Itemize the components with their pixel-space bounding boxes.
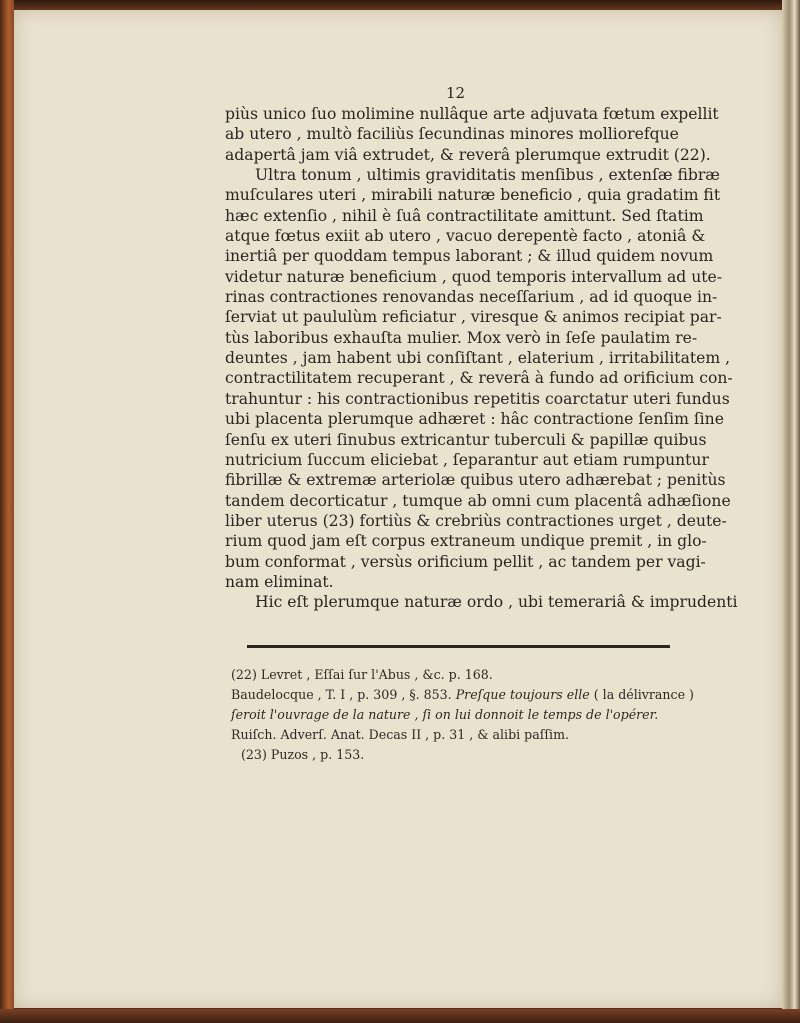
footnote-22-line bbox=[231, 705, 681, 725]
text-line: adapertâ jam viâ extrudet, & reverâ plerumque extrudit (22). bbox=[225, 145, 711, 164]
text-line: piùs unico ſuo molimine nullâque arte adjuvata fœtum expellit bbox=[225, 105, 719, 123]
footnote-citation: Baudelocque , T. I , p. 309 , §. 853. bbox=[231, 687, 452, 702]
text-line: fibrillæ & extremæ arteriolæ quibus utero adhærebat ; penitùs bbox=[225, 471, 726, 490]
text-line: rinas contractiones renovandas neceſſarium , ad id quoque in- bbox=[225, 288, 718, 307]
right-page-edge bbox=[782, 0, 800, 1023]
text-line: contractilitatem recuperant , & reverâ à fundo ad orificium con- bbox=[225, 369, 733, 388]
text-line: bum conformat , versùs orificium pellit , ac tandem per vagi- bbox=[225, 552, 706, 571]
footnote-22-line: (22) Levret , Eſſai ſur l'Abus , &c. p. 168. bbox=[231, 667, 493, 682]
text-line: liber uterus (23) fortiùs & crebriùs contractiones urget , deute- bbox=[225, 511, 727, 530]
text-line: ſenſu ex uteri ſinubus extricantur tuberculi & papillæ quibus bbox=[225, 430, 707, 449]
footnote-quote-italic: Preſque toujours elle bbox=[455, 687, 590, 702]
text-line: Ultra tonum , ultimis graviditatis menſibus , extenſæ fibræ bbox=[255, 166, 720, 185]
text-line: ubi placenta plerumque adhæret : hâc contractione ſenſim ſine bbox=[225, 410, 724, 429]
text-line: inertiâ per quoddam tempus laborant ; & illud quidem novum bbox=[225, 247, 714, 266]
footnote-separator-rule bbox=[247, 645, 670, 648]
footnote-quote-italic: ſeroit l'ouvrage de la nature , ſi on lui donnoit le temps de l'opérer. bbox=[231, 707, 659, 722]
text-line: muſculares uteri , mirabili naturæ beneficio , quia gradatim fit bbox=[225, 186, 721, 205]
footnote-22-line bbox=[231, 685, 694, 705]
footnote-citation: ( la délivrance ) bbox=[593, 687, 694, 702]
text-line: deuntes , jam habent ubi conſiſtant , elaterium , irritabilitatem , bbox=[225, 349, 731, 368]
left-binding-edge bbox=[0, 0, 14, 1023]
footnote-23-line: (23) Puzos , p. 153. bbox=[241, 747, 365, 762]
text-line: atque fœtus exiit ab utero , vacuo derepentè facto , atoniâ & bbox=[225, 227, 706, 246]
text-line: tandem decorticatur , tumque ab omni cum placentâ adhæſione bbox=[225, 491, 731, 510]
footnotes bbox=[231, 665, 694, 765]
text-line: ab utero , multò faciliùs ſecundinas minores molliorefque bbox=[225, 125, 679, 144]
text-line: ſerviat ut paululùm reficiatur , viresque & animos recipiat par- bbox=[225, 308, 722, 327]
text-line: Hic eſt plerumque naturæ ordo , ubi temerariâ & imprudenti bbox=[255, 593, 738, 612]
text-line: hæc extenſio , nihil è ſuâ contractilitate amittunt. Sed ſtatim bbox=[225, 206, 704, 225]
text-line: trahuntur : his contractionibus repetitis coarctatur uteri fundus bbox=[225, 389, 730, 408]
text-line: tùs laboribus exhauſta mulier. Mox verò in ſeſe paulatim re- bbox=[225, 328, 698, 347]
text-line: videtur naturæ beneficium , quod temporis intervallum ad ute- bbox=[225, 267, 723, 286]
text-line: nutricium ſuccum eliciebat , ſeparantur aut etiam rumpuntur bbox=[225, 450, 709, 469]
body-text bbox=[225, 104, 738, 613]
text-line: rium quod jam eſt corpus extraneum undique premit , in glo- bbox=[225, 532, 707, 551]
footnote-22-line: Ruiſch. Adverſ. Anat. Decas II , p. 31 , & alibi paſſim. bbox=[231, 727, 570, 742]
page-number: 12 bbox=[446, 84, 466, 102]
text-line: nam eliminat. bbox=[225, 572, 334, 591]
bottom-binding-edge bbox=[0, 1009, 800, 1023]
